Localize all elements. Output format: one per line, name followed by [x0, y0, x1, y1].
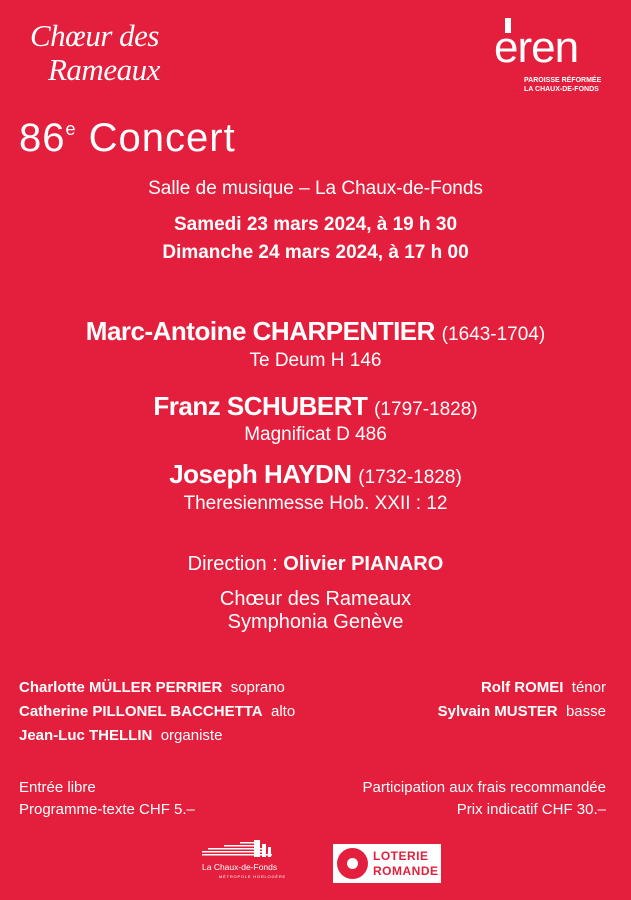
concert-title — [19, 118, 236, 158]
soloist-name: Charlotte MÜLLER PERRIER — [19, 679, 223, 696]
composer-years: (1732-1828) — [358, 467, 462, 488]
choir-logo-line2: Rameaux — [48, 52, 160, 87]
city-tagline: MÉTROPOLE HORLOGÈRE — [219, 874, 286, 879]
choeur-des-rameaux-logo — [30, 16, 210, 100]
choir-logo-line1: Chœur des — [30, 18, 159, 53]
eren-logo-subtitle — [524, 76, 601, 94]
soloist-name: Rolf ROMEI — [480, 679, 564, 696]
date-saturday: Samedi 23 mars 2024, à 19 h 30 — [173, 214, 458, 235]
date-sunday: Dimanche 24 mars 2024, à 17 h 00 — [162, 242, 469, 263]
ensemble-choir: Chœur des Rameaux — [219, 588, 412, 610]
composer-line-charpentier — [0, 316, 631, 347]
soloist-name: Catherine PILLONEL BACCHETTA — [19, 703, 263, 720]
composer-line-schubert — [0, 391, 631, 422]
soloist-alto — [19, 703, 295, 720]
soloist-soprano — [19, 679, 285, 696]
composer-name: Marc-Antoine CHARPENTIER — [85, 316, 435, 346]
composer-line-haydn — [0, 459, 631, 490]
loterie-romande-logo — [333, 844, 441, 883]
soloist-role: soprano — [230, 679, 285, 696]
work-title: Magnificat D 486 — [244, 424, 387, 445]
city-skyline-icon — [202, 840, 272, 862]
work-title: Theresienmesse Hob. XXII : 12 — [183, 493, 448, 514]
la-chaux-de-fonds-logo — [202, 840, 297, 882]
eren-logo-subtitle-line1: PAROISSE RÉFORMÉE — [524, 77, 602, 84]
soloist-tenor — [481, 679, 606, 696]
program-text-price: Programme-texte CHF 5.– — [19, 801, 195, 818]
concert-number: 86 — [19, 116, 66, 160]
loterie-circle-icon — [337, 848, 368, 879]
venue: Salle de musique – La Chaux-de-Fonds — [148, 178, 483, 199]
entry-free: Entrée libre — [19, 779, 96, 796]
loterie-line2: ROMANDE — [373, 864, 439, 878]
composer-years: (1797-1828) — [374, 399, 478, 420]
composer-years: (1643-1704) — [441, 324, 546, 345]
work-title: Te Deum H 146 — [249, 350, 382, 371]
participation-note: Participation aux frais recommandée — [362, 779, 606, 796]
composer-name: Franz SCHUBERT — [153, 391, 368, 421]
loterie-line1: LOTERIE — [373, 849, 429, 863]
indicative-price: Prix indicatif CHF 30.– — [456, 801, 606, 818]
eren-logo-subtitle-line2: LA CHAUX-DE-FONDS — [524, 86, 599, 93]
conductor-name: Olivier PIANARO — [283, 553, 444, 575]
eren-logo-word: eren — [494, 23, 579, 72]
soloist-name: Sylvain MUSTER — [437, 703, 558, 720]
composer-name: Joseph HAYDN — [169, 459, 352, 489]
soloist-organist — [19, 727, 222, 744]
ensemble-orchestra: Symphonia Genève — [227, 611, 404, 633]
concert-ordinal-suffix: e — [65, 119, 77, 139]
city-name: La Chaux-de-Fonds — [202, 862, 278, 872]
soloist-role: organiste — [160, 727, 223, 744]
direction-label: Direction : — [187, 553, 278, 575]
soloist-name: Jean-Luc THELLIN — [19, 727, 153, 744]
eren-logo — [488, 16, 608, 96]
direction-line — [0, 553, 631, 576]
soloist-role: ténor — [571, 679, 606, 696]
soloist-role: alto — [270, 703, 296, 720]
soloist-bass — [438, 703, 606, 720]
concert-title-word: Concert — [88, 116, 236, 160]
soloist-role: basse — [565, 703, 606, 720]
